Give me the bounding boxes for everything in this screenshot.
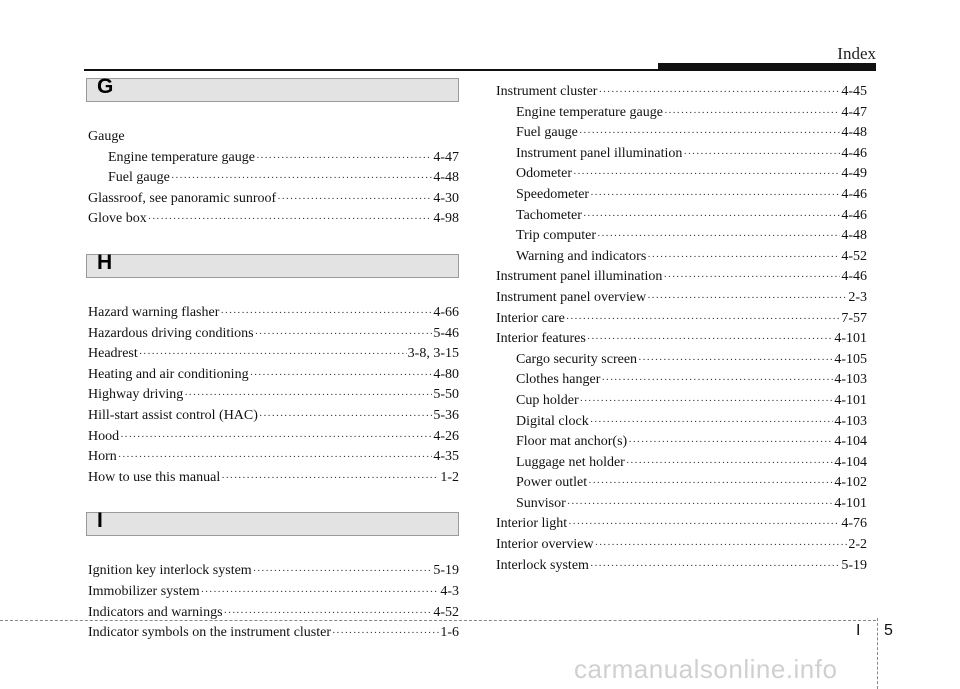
page-title: Index <box>837 44 876 63</box>
entry-page-ref: 4-101 <box>834 331 867 347</box>
entry-page-ref: 4-48 <box>841 125 867 141</box>
entry-page-ref: 4-48 <box>433 170 459 186</box>
index-entry <box>496 514 867 535</box>
entry-page-ref: 4-80 <box>433 366 459 382</box>
entry-label: Speedometer <box>516 186 590 202</box>
entry-label: Horn <box>88 449 117 465</box>
dot-leader <box>567 494 834 515</box>
entry-page-ref: 4-49 <box>841 166 867 182</box>
entry-page-ref: 4-45 <box>841 84 867 99</box>
dot-leader <box>201 582 440 603</box>
dot-leader <box>595 535 848 556</box>
index-subentry <box>496 494 867 515</box>
entry-page-ref: 1-2 <box>440 469 459 485</box>
entry-page-ref: 4-35 <box>433 449 459 465</box>
entry-label: Trip computer <box>516 228 596 244</box>
entry-page-ref: 4-103 <box>834 413 867 429</box>
entry-label: Luggage net holder <box>516 454 625 470</box>
entry-label: Highway driving <box>88 387 184 403</box>
section-letter-bar <box>86 250 459 278</box>
entry-label: Ignition key interlock system <box>88 563 252 579</box>
entry-label: Cargo security screen <box>516 351 638 367</box>
entry-label: Interior features <box>496 331 586 347</box>
index-subentry <box>496 412 867 433</box>
dot-leader <box>277 189 432 210</box>
index-entry <box>88 447 459 468</box>
entry-label: Engine temperature gauge <box>516 104 663 120</box>
index-subentry <box>496 164 867 185</box>
dot-leader <box>590 412 834 433</box>
dot-leader <box>568 514 840 535</box>
entry-label: Interior care <box>496 310 565 326</box>
entry-page-ref: 4-30 <box>433 190 459 206</box>
entry-page-ref: 4-101 <box>834 495 867 511</box>
entry-page-ref: 4-46 <box>841 145 867 161</box>
dot-leader <box>628 432 833 453</box>
entry-label: Fuel gauge <box>108 170 170 186</box>
dot-leader <box>184 385 432 406</box>
section-letter: I <box>97 509 103 533</box>
index-subentry <box>496 391 867 412</box>
footer-rule <box>0 620 876 621</box>
dot-leader <box>597 226 840 247</box>
index-column-right <box>496 82 867 576</box>
entry-page-ref: 4-52 <box>841 248 867 264</box>
entry-label: Cup holder <box>516 392 579 408</box>
index-entry <box>88 623 459 644</box>
entry-label: Hazardous driving conditions <box>88 325 254 341</box>
index-entry <box>88 365 459 386</box>
entry-label: Instrument cluster <box>496 84 598 99</box>
dot-leader <box>139 344 407 365</box>
index-entry <box>88 189 459 210</box>
entry-page-ref: 4-46 <box>841 207 867 223</box>
entry-page-ref: 4-52 <box>433 604 459 620</box>
index-entry <box>88 561 459 582</box>
entry-page-ref: 5-19 <box>433 563 459 579</box>
section-letter-bar <box>86 509 459 536</box>
dot-leader <box>259 406 432 427</box>
dot-leader <box>683 144 840 165</box>
dot-leader <box>647 247 840 268</box>
footer-section-letter: I <box>856 622 861 639</box>
entry-page-ref: 4-98 <box>433 211 459 227</box>
index-entry <box>496 82 867 103</box>
section-letter-bar <box>86 75 459 102</box>
index-entry <box>496 329 867 350</box>
entry-label: Instrument panel illumination <box>496 269 663 285</box>
dot-leader <box>255 324 433 345</box>
entry-label: How to use this manual <box>88 469 221 485</box>
index-subentry <box>496 206 867 227</box>
entry-page-ref: 4-103 <box>834 372 867 388</box>
entry-label: Sunvisor <box>516 495 566 511</box>
entry-page-ref: 4-46 <box>841 186 867 202</box>
header-tab-bar <box>658 63 876 71</box>
entry-page-ref: 2-3 <box>848 289 867 305</box>
dot-leader <box>148 209 433 230</box>
entry-label: Immobilizer system <box>88 583 200 599</box>
index-entry <box>88 324 459 345</box>
entry-page-ref: 4-101 <box>834 392 867 408</box>
entry-label: Glassroof, see panoramic sunroof <box>88 190 277 206</box>
entry-page-ref: 5-36 <box>433 407 459 423</box>
dot-leader <box>250 365 433 386</box>
dot-leader <box>588 473 833 494</box>
index-subentry <box>88 148 459 169</box>
entry-page-ref: 4-3 <box>440 583 459 599</box>
dot-leader <box>253 561 433 582</box>
entry-label: Odometer <box>516 166 572 182</box>
index-entry <box>88 385 459 406</box>
index-entry <box>496 288 867 309</box>
dot-leader <box>580 391 834 412</box>
dot-leader <box>598 82 840 103</box>
entry-page-ref: 4-76 <box>841 516 867 532</box>
index-subentry <box>496 370 867 391</box>
index-entry <box>88 406 459 427</box>
entry-label: Clothes hanger <box>516 372 601 388</box>
entry-label: Hill-start assist control (HAC) <box>88 407 258 423</box>
index-entry <box>496 309 867 330</box>
entry-page-ref: 3-8, 3-15 <box>407 346 459 362</box>
dot-leader <box>626 453 833 474</box>
entry-page-ref: 4-102 <box>834 475 867 491</box>
dot-leader <box>590 185 840 206</box>
entry-label: Fuel gauge <box>516 125 578 141</box>
watermark: carmanualsonline.info <box>574 654 838 684</box>
entry-label: Instrument panel overview <box>496 289 647 305</box>
entry-label: Hazard warning flasher <box>88 304 220 320</box>
entry-page-ref: 5-19 <box>841 557 867 573</box>
entry-page-ref: 1-6 <box>440 625 459 641</box>
index-heading: Gauge <box>88 129 125 144</box>
entry-label: Tachometer <box>516 207 582 223</box>
dot-leader <box>171 168 433 189</box>
footer-page-number: 5 <box>884 622 893 639</box>
section-letter: G <box>97 75 114 98</box>
dot-leader <box>332 623 439 644</box>
dot-leader <box>663 267 840 288</box>
dot-leader <box>256 148 432 169</box>
entry-label: Heating and air conditioning <box>88 366 249 382</box>
section-letter: H <box>97 250 113 274</box>
index-subentry <box>496 103 867 124</box>
entry-label: Indicator symbols on the instrument cluster <box>88 625 332 641</box>
index-column-left <box>88 75 459 668</box>
entry-page-ref: 5-46 <box>433 325 459 341</box>
dot-leader <box>590 556 840 577</box>
entry-label: Digital clock <box>516 413 589 429</box>
dot-leader <box>664 103 840 124</box>
entry-page-ref: 2-2 <box>848 537 867 553</box>
entry-label: Glove box <box>88 211 147 227</box>
index-entry <box>88 303 459 324</box>
entry-page-ref: 4-66 <box>433 304 459 320</box>
index-subentry <box>496 473 867 494</box>
index-subentry <box>496 226 867 247</box>
entry-page-ref: 4-104 <box>834 434 867 450</box>
index-subentry <box>496 453 867 474</box>
index-entry <box>88 582 459 603</box>
index-entry <box>88 344 459 365</box>
dot-leader <box>579 123 841 144</box>
index-entry <box>496 535 867 556</box>
dot-leader <box>587 329 834 350</box>
index-entry <box>88 468 459 489</box>
entry-page-ref: 4-104 <box>834 454 867 470</box>
index-subentry <box>88 168 459 189</box>
index-entry <box>496 556 867 577</box>
entry-label: Power outlet <box>516 475 588 491</box>
index-subentry <box>496 185 867 206</box>
entry-page-ref: 4-46 <box>841 269 867 285</box>
dot-leader <box>583 206 840 227</box>
entry-page-ref: 4-48 <box>841 228 867 244</box>
entry-label: Headrest <box>88 346 138 362</box>
footer-divider <box>877 618 878 689</box>
entry-page-ref: 4-47 <box>433 149 459 165</box>
dot-leader <box>647 288 847 309</box>
index-entry <box>496 267 867 288</box>
index-subentry <box>496 247 867 268</box>
dot-leader <box>573 164 840 185</box>
entry-label: Hood <box>88 428 120 444</box>
entry-label: Engine temperature gauge <box>108 149 255 165</box>
dot-leader <box>638 350 833 371</box>
entry-label: Indicators and warnings <box>88 604 223 620</box>
entry-label: Floor mat anchor(s) <box>516 434 628 450</box>
entry-label: Interior overview <box>496 537 594 553</box>
entry-label: Instrument panel illumination <box>516 145 683 161</box>
dot-leader <box>118 447 433 468</box>
index-entry <box>88 427 459 448</box>
dot-leader <box>220 303 432 324</box>
index-subentry <box>496 123 867 144</box>
entry-page-ref: 4-47 <box>841 104 867 120</box>
entry-page-ref: 4-26 <box>433 428 459 444</box>
entry-label: Warning and indicators <box>516 248 647 264</box>
entry-label: Interlock system <box>496 557 589 573</box>
dot-leader <box>601 370 833 391</box>
entry-page-ref: 4-105 <box>834 351 867 367</box>
entry-page-ref: 7-57 <box>841 310 867 326</box>
entry-page-ref: 5-50 <box>433 387 459 403</box>
index-subentry <box>496 144 867 165</box>
index-subentry <box>496 432 867 453</box>
index-subentry <box>496 350 867 371</box>
index-entry <box>88 209 459 230</box>
dot-leader <box>120 427 432 448</box>
dot-leader <box>221 468 439 489</box>
dot-leader <box>566 309 841 330</box>
entry-label: Interior light <box>496 516 568 532</box>
